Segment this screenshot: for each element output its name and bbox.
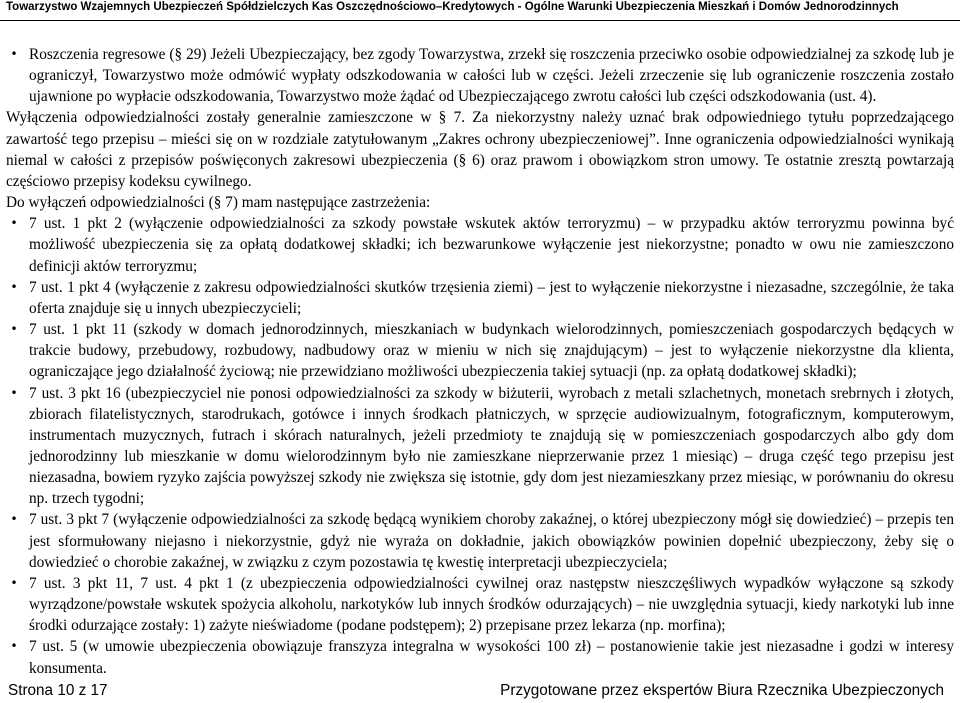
list-item-text: 7 ust. 3 pkt 11, 7 ust. 4 pkt 1 (z ubezpieczenia odpowiedzialności cywilnej oraz następstw nieszczęśliwych wypadków wyłączone są szkody wyrządzone/powstałe wskutek spożycia alkoholu, narkotyków lub innych środków odurzających) – nie uwzględnia sytuacji, kiedy narkotyki lub inne środki odurzające zostały: 1) zażyte nieświadome (podane podstępem); 2) przepisane przez lekarza (np. morfina); bbox=[29, 574, 954, 635]
bullet-icon: • bbox=[10, 639, 18, 654]
list-item bbox=[6, 573, 954, 636]
paragraph-exclusions: Wyłączenia odpowiedzialności zostały generalnie zamieszczone w § 7. Za niekorzystny należy uznać brak odpowiedniego tytułu poprzedzającego zawartość tego przepisu – mieści się on w rozdziale zatytułowanym „Zakres ochrony ubezpieczeniowej”. Inne ograniczenia odpowiedzialności wynikają niemal w całości z przepisów poświęconych zakresowi ubezpieczenia (§ 6) oraz prawom i obowiązkom stron umowy. Te ostatnie zresztą powtarzają częściowo przepisy kodeksu cywilnego. bbox=[6, 109, 954, 190]
document-body bbox=[6, 44, 954, 679]
bullet-icon: • bbox=[10, 512, 18, 527]
list-item bbox=[6, 383, 954, 510]
list-item bbox=[6, 636, 954, 678]
list-item-text: 7 ust. 1 pkt 4 (wyłączenie z zakresu odpowiedzialności skutków trzęsienia ziemi) – jest to wyłączenie niekorzystne i niezasadne, szczególnie, że taka oferta znajduje się u innych ubezpieczycieli; bbox=[29, 278, 954, 317]
list-item-text: 7 ust. 3 pkt 16 (ubezpieczyciel nie ponosi odpowiedzialności za szkody w biżuterii, wyrobach z metali szlachetnych, monetach srebrnych i złotych, zbiorach filatelistycznych, starodrukach, gotówce i innych środkach płatniczych, w sprzęcie audiowizualnym, fotograficznym, komputerowym, instrumentach muzycznych, futrach i skórach naturalnych, jeżeli przedmioty te znajdują się w pomieszczeniach gospodarczych albo gdy dom jednorodzinny lub mieszkanie w domu wielorodzinnym było nie zamieszkane nieprzerwanie przez 1 miesiąc) – druga część tego przepisu jest niezasadna, bowiem ryzyko zajścia powyższej szkody nie zwiększa się istotnie, gdy dom jest niezamieszkany przez miesiąc, w porównaniu do okresu np. trzech tygodni; bbox=[29, 384, 954, 508]
header-title: Towarzystwo Wzajemnych Ubezpieczeń Spółdzielczych Kas Oszczędnościowo–Kredytowych - Ogólne Warunki Ubezpieczenia Mieszkań i Domów Jednorodzinnych bbox=[6, 1, 899, 13]
list-item bbox=[6, 213, 954, 276]
list-item bbox=[6, 509, 954, 572]
list-item-text: 7 ust. 3 pkt 7 (wyłączenie odpowiedzialności za szkodę będącą wynikiem choroby zakaźnej, o której ubezpieczony mógł się dowiedzieć) – przepis ten jest sformułowany niejasno i niekorzystnie, gdyż nie wyraża on dokładnie, jakich obowiązków powinien dopełnić ubezpieczony, żeby się o dowiedzieć o chorobie zakaźnej, w związku z czym pozostawia tę kwestię interpretacji ubezpieczyciela; bbox=[29, 511, 954, 571]
list-item bbox=[6, 277, 954, 319]
bullet-icon: • bbox=[10, 279, 18, 294]
list-item-text: Roszczenia regresowe (§ 29) Jeżeli Ubezpieczający, bez zgody Towarzystwa, zrzekł się roszczenia przeciwko osobie odpowiedzialnej za szkodę lub je ograniczył, Towarzystwo może odmówić wypłaty odszkodowania w całości lub w części. Jeżeli zrzeczenie się lub ograniczenie roszczenia zostało ujawnione po wypłacie odszkodowania, Towarzystwo może żądać od Ubezpieczającego zwrotu całości lub części odszkodowania (ust. 4). bbox=[29, 46, 954, 106]
list-item-text: 7 ust. 1 pkt 11 (szkody w domach jednorodzinnych, mieszkaniach w budynkach wielorodzinnych, pomieszczeniach gospodarczych będących w trakcie budowy, przebudowy, rozbudowy, nadbudowy oraz w mieniu w nich się znajdującym) – jest to wyłączenie niekorzystne dla klienta, ograniczające jego działalność życiową; nie przewidziano możliwości ubezpieczenia takiej sytuacji (np. za opłatą dodatkowej składki); bbox=[29, 321, 954, 381]
list-item-text: 7 ust. 5 (w umowie ubezpieczenia obowiązuje franszyza integralna w wysokości 100 zł) – postanowienie takie jest niezasadne i godzi w interesy konsumenta. bbox=[29, 638, 954, 677]
paragraph-objections-intro: Do wyłączeń odpowiedzialności (§ 7) mam następujące zastrzeżenia: bbox=[6, 194, 431, 212]
bullet-icon: • bbox=[10, 322, 18, 337]
page-number: Strona 10 z 17 bbox=[8, 682, 108, 699]
bullet-icon: • bbox=[10, 47, 18, 61]
list-item bbox=[6, 319, 954, 382]
list-item-regres bbox=[6, 44, 954, 107]
footer-credit: Przygotowane przez ekspertów Biura Rzecznika Ubezpieczonych bbox=[500, 682, 944, 699]
header-rule bbox=[0, 20, 960, 21]
bullet-icon: • bbox=[10, 575, 18, 590]
document-footer bbox=[8, 682, 944, 700]
list-item-text: 7 ust. 1 pkt 2 (wyłączenie odpowiedzialności za szkody powstałe wskutek aktów terroryzmu) – w przypadku aktów terroryzmu powinna być możliwość ubezpieczenia się za opłatą dodatkowej składki; ich bezwarunkowe wyłączenie jest niekorzystne; ponadto w owu nie zamieszczono definicji aktów terroryzmu; bbox=[29, 215, 954, 275]
document-header bbox=[6, 1, 956, 14]
bullet-icon: • bbox=[10, 216, 18, 231]
bullet-icon: • bbox=[10, 385, 18, 400]
